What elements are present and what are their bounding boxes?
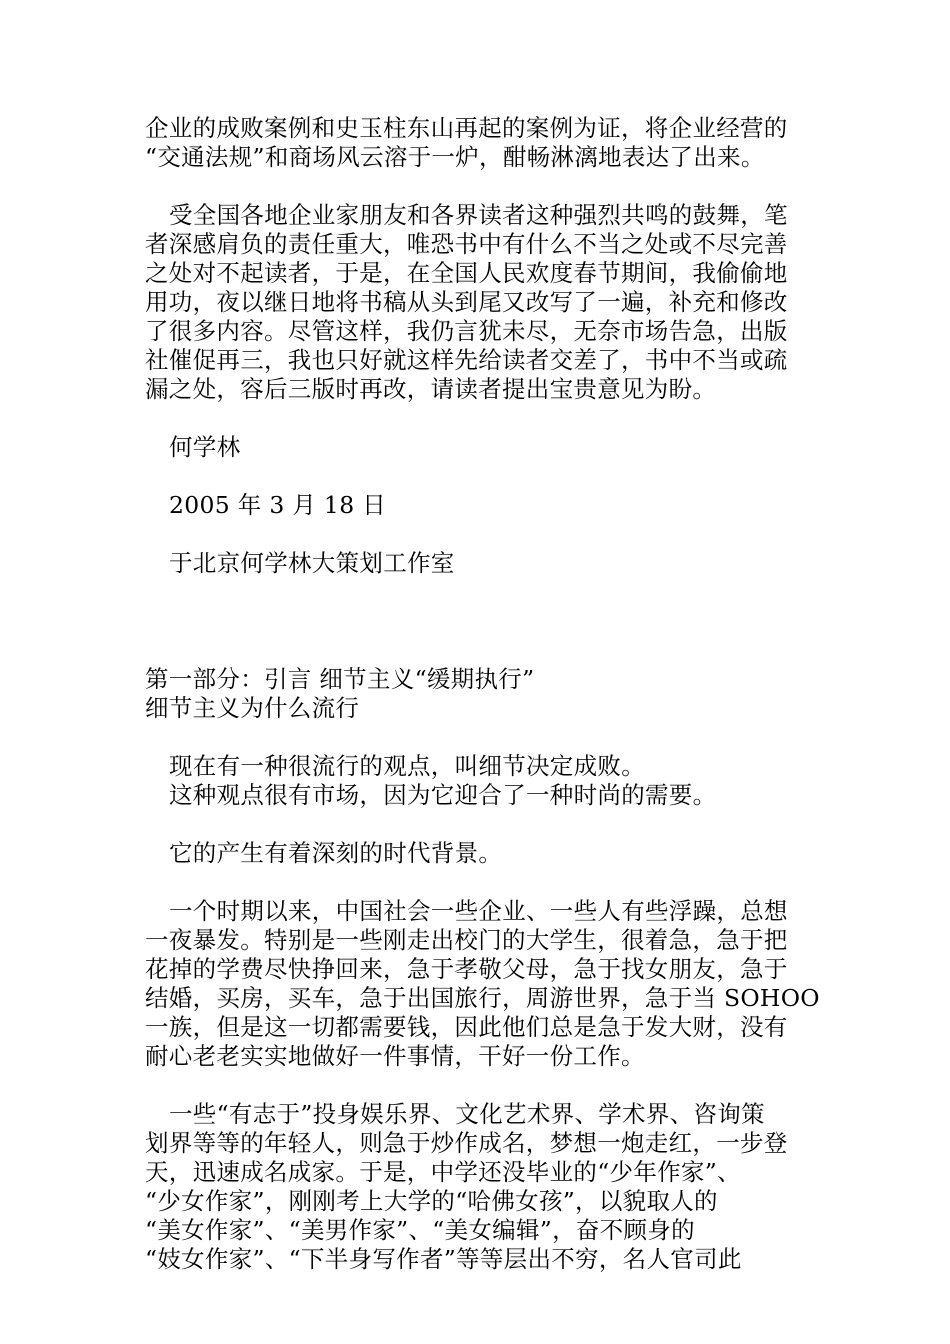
paragraph-line: 划界等等的年轻人，则急于炒作成名，梦想一炮走红，一步登 (145, 1129, 788, 1157)
preface-line: 用功，夜以继日地将书稿从头到尾又改写了一遍，补充和修改 (145, 288, 788, 316)
preface-line: 企业的成败案例和史玉柱东山再起的案例为证，将企业经营的 (145, 114, 788, 142)
paragraph-line: 一夜暴发。特别是一些刚走出校门的大学生，很着急，急于把 (145, 926, 788, 954)
preface-line: 了很多内容。尽管这样，我仍言犹未尽，无奈市场告急，出版 (145, 317, 788, 345)
preface-place: 于北京何学林大策划工作室 (169, 549, 455, 577)
paragraph-line: 一个时期以来，中国社会一些企业、一些人有些浮躁，总想 (169, 897, 788, 925)
preface-line: 漏之处，容后三版时再改，请读者提出宝贵意见为盼。 (145, 375, 717, 403)
paragraph-line: 结婚，买房，买车，急于出国旅行，周游世界，急于当 SOHOO (145, 984, 820, 1012)
preface-line: 者深感肩负的责任重大，唯恐书中有什么不当之处或不尽完善 (145, 230, 788, 258)
paragraph-line: 花掉的学费尽快挣回来，急于孝敬父母，急于找女朋友，急于 (145, 955, 788, 983)
document-page (145, 114, 820, 1274)
paragraph-line: 这种观点很有市场，因为它迎合了一种时尚的需要。 (169, 781, 717, 809)
paragraph-line: 一族，但是这一切都需要钱，因此他们总是急于发大财，没有 (145, 1013, 788, 1041)
paragraph-line: “美女作家”、“美男作家”、“美女编辑”，奋不顾身的 (145, 1216, 695, 1244)
preface-line: 之处对不起读者，于是，在全国人民欢度春节期间，我偷偷地 (145, 259, 788, 287)
paragraph-line: 它的产生有着深刻的时代背景。 (169, 839, 503, 867)
preface-line: “交通法规”和商场风云溶于一炉，酣畅淋漓地表达了出来。 (145, 143, 765, 171)
preface-author: 何学林 (169, 433, 241, 461)
preface-line: 社催促再三，我也只好就这样先给读者交差了，书中不当或疏 (145, 346, 788, 374)
preface-date: 2005 年 3 月 18 日 (169, 491, 387, 519)
paragraph-line: 耐心老老实实地做好一件事情，干好一份工作。 (145, 1042, 645, 1070)
paragraph-line: “少女作家”，刚刚考上大学的“哈佛女孩”，以貌取人的 (145, 1187, 718, 1215)
paragraph-line: “妓女作家”、“下半身写作者”等等层出不穷，名人官司此 (145, 1245, 742, 1273)
chapter-subheading: 细节主义为什么流行 (145, 694, 360, 722)
paragraph-line: 一些“有志于”投身娱乐界、文化艺术界、学术界、咨询策 (169, 1100, 765, 1128)
paragraph-line: 现在有一种很流行的观点，叫细节决定成败。 (169, 752, 645, 780)
preface-line: 受全国各地企业家朋友和各界读者这种强烈共鸣的鼓舞，笔 (169, 201, 788, 229)
paragraph-line: 天，迅速成名成家。于是，中学还没毕业的“少年作家”、 (145, 1158, 741, 1186)
chapter-heading: 第一部分：引言 细节主义“缓期执行” (145, 665, 535, 693)
